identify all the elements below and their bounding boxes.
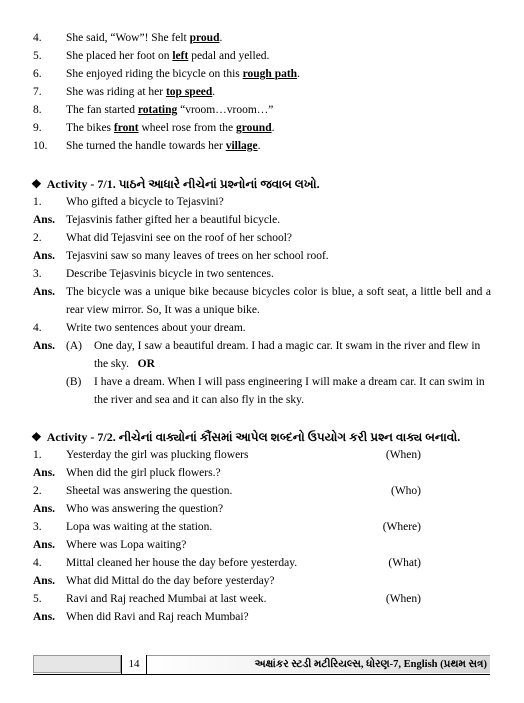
footer-shade bbox=[33, 655, 121, 673]
list-item: 4. She said, “Wow”! She felt proud. bbox=[33, 32, 223, 44]
list-item: 6. She enjoyed riding the bicycle on this rough path. bbox=[33, 68, 300, 80]
question: 4. Mittal cleaned her house the day before yesterday. (What) bbox=[0, 554, 524, 572]
keyword: left bbox=[172, 50, 189, 62]
page-footer bbox=[33, 655, 490, 675]
keyword: front bbox=[113, 122, 139, 134]
activity-heading: ❖ Activity - 7/2. નીચેનાં વાક્યોનાં કૌંસમાં આપેલ શબ્દનો ઉપયોગ કરી પ્રશ્ન વાક્ય બનાવો. bbox=[31, 430, 461, 444]
answer: Ans. Who was answering the question? bbox=[33, 503, 224, 515]
list-item: 7. She was riding at her top speed. bbox=[33, 86, 216, 98]
keyword: ground bbox=[236, 122, 272, 134]
answer: (B) I have a dream. When I will pass engineering I will make a dream car. It can swim in bbox=[66, 376, 485, 388]
hint-word: (When) bbox=[385, 449, 421, 461]
question: 3. Lopa was waiting at the station. (Where) bbox=[0, 518, 524, 536]
answer: Ans. Tejasvini saw so many leaves of trees on her school roof. bbox=[33, 250, 329, 262]
answer: Ans. Tejasvinis father gifted her a beautiful bicycle. bbox=[33, 214, 281, 226]
page-number: 14 bbox=[121, 655, 147, 674]
keyword: rough path bbox=[242, 68, 298, 80]
hint-word: (When) bbox=[385, 593, 421, 605]
keyword: top speed bbox=[165, 86, 213, 98]
list-item: 9. The bikes front wheel rose from the ground. bbox=[33, 122, 275, 134]
answer: Ans. The bicycle was a unique bike because bicycles color is blue, a soft seat, a little bell and a bbox=[33, 286, 491, 298]
activity-heading: ❖ Activity - 7/1. પાઠને આધારે નીચેનાં પ્રશ્નોનાં જવાબ લખો. bbox=[31, 177, 320, 191]
list-item: 10. She turned the handle towards her village. bbox=[33, 140, 261, 152]
answer-continuation: rear view mirror. So, It was a unique bike. bbox=[66, 304, 260, 316]
diamond-bullet-icon: ❖ bbox=[31, 430, 42, 444]
question: 2. What did Tejasvini see on the roof of her school? bbox=[33, 232, 293, 244]
answer: Ans. What did Mittal do the day before yesterday? bbox=[33, 575, 275, 587]
answer: Ans. (A) One day, I saw a beautiful dream. I had a magic car. It swam in the river and flew in bbox=[33, 340, 481, 352]
question: 4. Write two sentences about your dream. bbox=[33, 322, 246, 334]
hint-word: (Where) bbox=[382, 521, 421, 533]
keyword: village bbox=[225, 140, 258, 152]
answer: Ans. Where was Lopa waiting? bbox=[33, 539, 187, 551]
question: 5. Ravi and Raj reached Mumbai at last week. (When) bbox=[0, 590, 524, 608]
keyword: proud bbox=[189, 32, 220, 44]
question: 1. Yesterday the girl was plucking flowers (When) bbox=[0, 446, 524, 464]
hint-word: (Who) bbox=[390, 485, 421, 497]
answer: Ans. When did the girl pluck flowers.? bbox=[33, 467, 221, 479]
answer-continuation: the sky. OR bbox=[94, 358, 155, 370]
list-item: 8. The fan started rotating “vroom…vroom…” bbox=[33, 104, 274, 116]
hint-word: (What) bbox=[388, 557, 421, 569]
list-item: 5. She placed her foot on left pedal and yelled. bbox=[33, 50, 270, 62]
or-label: OR bbox=[137, 358, 155, 370]
question: 2. Sheetal was answering the question. (Who) bbox=[0, 482, 524, 500]
answer: Ans. When did Ravi and Raj reach Mumbai? bbox=[33, 611, 249, 623]
answer-continuation: the river and sea and it can also fly in the sky. bbox=[94, 394, 305, 406]
question: 3. Describe Tejasvinis bicycle in two sentences. bbox=[33, 268, 274, 280]
keyword: rotating bbox=[137, 104, 178, 116]
question: 1. Who gifted a bicycle to Tejasvini? bbox=[33, 196, 224, 208]
diamond-bullet-icon: ❖ bbox=[31, 177, 42, 191]
footer-title: અક્ષાંકર સ્ટડી મટીરિયલ્સ, ધોરણ-7, English (પ્રથમ સત્ર) bbox=[147, 655, 490, 673]
